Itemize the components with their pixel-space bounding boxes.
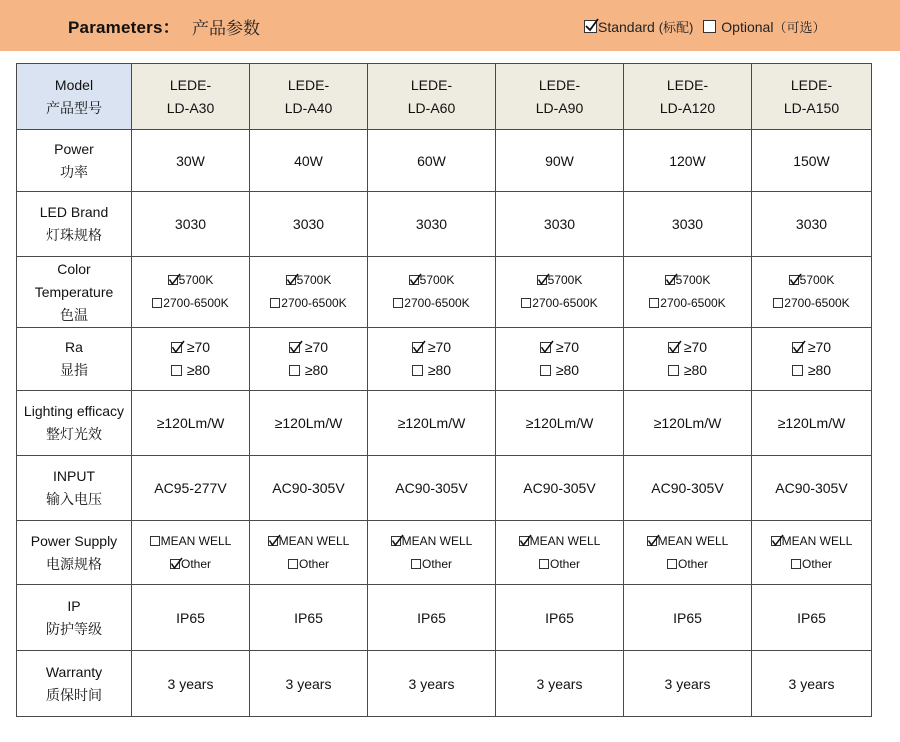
led-brand-cell: 3030 <box>752 192 872 257</box>
standard-label-cn: (标配) <box>658 20 694 35</box>
power-supply-cell: MEAN WELL Other <box>132 521 250 585</box>
other-unchecked-icon <box>667 559 677 569</box>
led-brand-cell: 3030 <box>496 192 624 257</box>
power-cell: 120W <box>624 130 752 192</box>
cct-cell: 5700K 2700-6500K <box>250 257 368 328</box>
row-ra <box>17 328 872 391</box>
efficacy-cell: ≥120Lm/W <box>752 391 872 456</box>
label-power: Power 功率 <box>17 130 132 192</box>
efficacy-cell: ≥120Lm/W <box>624 391 752 456</box>
ra-70-checked-icon <box>412 342 423 353</box>
other-checked-icon <box>170 559 180 569</box>
warranty-cell: 3 years <box>496 651 624 717</box>
cct-range-unchecked-icon <box>152 298 162 308</box>
label-led-brand: LED Brand 灯珠规格 <box>17 192 132 257</box>
cct-cell: 5700K 2700-6500K <box>624 257 752 328</box>
ra-70-checked-icon <box>668 342 679 353</box>
input-cell: AC90-305V <box>752 456 872 521</box>
warranty-cell: 3 years <box>752 651 872 717</box>
ra-cell: ≥70 ≥80 <box>368 328 496 391</box>
input-cell: AC90-305V <box>496 456 624 521</box>
checkbox-legend <box>584 17 825 36</box>
ra-cell: ≥70 ≥80 <box>496 328 624 391</box>
other-unchecked-icon <box>539 559 549 569</box>
warranty-cell: 3 years <box>132 651 250 717</box>
spec-table <box>16 63 872 717</box>
led-brand-cell: 3030 <box>250 192 368 257</box>
row-power <box>17 130 872 192</box>
meanwell-checked-icon <box>268 536 278 546</box>
power-cell: 30W <box>132 130 250 192</box>
meanwell-checked-icon <box>647 536 657 546</box>
cct-range-unchecked-icon <box>393 298 403 308</box>
cct-range-unchecked-icon <box>773 298 783 308</box>
cct-5700k-checked-icon <box>537 275 547 285</box>
warranty-cell: 3 years <box>624 651 752 717</box>
efficacy-cell: ≥120Lm/W <box>250 391 368 456</box>
cct-5700k-checked-icon <box>286 275 296 285</box>
label-input: INPUT 输入电压 <box>17 456 132 521</box>
input-cell: AC95-277V <box>132 456 250 521</box>
model-cell: LEDE- LD-A30 <box>132 64 250 130</box>
ip-cell: IP65 <box>368 585 496 651</box>
cct-5700k-checked-icon <box>665 275 675 285</box>
cct-5700k-checked-icon <box>168 275 178 285</box>
meanwell-checked-icon <box>519 536 529 546</box>
power-cell: 40W <box>250 130 368 192</box>
row-led-brand <box>17 192 872 257</box>
power-supply-cell: MEAN WELL Other <box>368 521 496 585</box>
ra-80-unchecked-icon <box>412 365 423 376</box>
ip-cell: IP65 <box>752 585 872 651</box>
row-power-supply <box>17 521 872 585</box>
checked-box-icon <box>584 20 597 33</box>
ra-70-checked-icon <box>792 342 803 353</box>
other-unchecked-icon <box>791 559 801 569</box>
warranty-cell: 3 years <box>250 651 368 717</box>
power-supply-cell: MEAN WELL Other <box>250 521 368 585</box>
optional-label: Optional <box>721 19 774 35</box>
unchecked-box-icon <box>703 20 716 33</box>
parameters-title: Parameters： <box>68 18 180 37</box>
power-supply-cell: MEAN WELL Other <box>496 521 624 585</box>
label-ip: IP 防护等级 <box>17 585 132 651</box>
row-ip <box>17 585 872 651</box>
cct-5700k-checked-icon <box>409 275 419 285</box>
meanwell-checked-icon <box>771 536 781 546</box>
model-cell: LEDE- LD-A120 <box>624 64 752 130</box>
model-cell: LEDE- LD-A60 <box>368 64 496 130</box>
led-brand-cell: 3030 <box>368 192 496 257</box>
ra-80-unchecked-icon <box>289 365 300 376</box>
model-cell: LEDE- LD-A90 <box>496 64 624 130</box>
ra-80-unchecked-icon <box>668 365 679 376</box>
standard-label: Standard <box>598 19 655 35</box>
label-color-temperature: Color Temperature 色温 <box>17 257 132 328</box>
efficacy-cell: ≥120Lm/W <box>132 391 250 456</box>
header-bar <box>0 0 900 51</box>
row-lighting-efficacy <box>17 391 872 456</box>
ip-cell: IP65 <box>250 585 368 651</box>
ra-70-checked-icon <box>540 342 551 353</box>
power-supply-cell: MEAN WELL Other <box>752 521 872 585</box>
input-cell: AC90-305V <box>368 456 496 521</box>
input-cell: AC90-305V <box>250 456 368 521</box>
ra-cell: ≥70 ≥80 <box>250 328 368 391</box>
power-cell: 90W <box>496 130 624 192</box>
other-unchecked-icon <box>411 559 421 569</box>
row-color-temperature <box>17 257 872 328</box>
row-model <box>17 64 872 130</box>
input-cell: AC90-305V <box>624 456 752 521</box>
cct-cell: 5700K 2700-6500K <box>752 257 872 328</box>
model-cell: LEDE- LD-A150 <box>752 64 872 130</box>
power-supply-cell: MEAN WELL Other <box>624 521 752 585</box>
led-brand-cell: 3030 <box>132 192 250 257</box>
ra-80-unchecked-icon <box>792 365 803 376</box>
cct-range-unchecked-icon <box>270 298 280 308</box>
meanwell-unchecked-icon <box>150 536 160 546</box>
ra-80-unchecked-icon <box>171 365 182 376</box>
ra-80-unchecked-icon <box>540 365 551 376</box>
ra-cell: ≥70 ≥80 <box>752 328 872 391</box>
label-model: Model 产品型号 <box>17 64 132 130</box>
row-input <box>17 456 872 521</box>
ip-cell: IP65 <box>624 585 752 651</box>
cct-cell: 5700K 2700-6500K <box>132 257 250 328</box>
cct-cell: 5700K 2700-6500K <box>496 257 624 328</box>
cct-cell: 5700K 2700-6500K <box>368 257 496 328</box>
power-cell: 150W <box>752 130 872 192</box>
cct-range-unchecked-icon <box>521 298 531 308</box>
other-unchecked-icon <box>288 559 298 569</box>
ip-cell: IP65 <box>132 585 250 651</box>
parameters-title-cn: 产品参数 <box>192 19 260 38</box>
power-cell: 60W <box>368 130 496 192</box>
label-warranty: Warranty 质保时间 <box>17 651 132 717</box>
optional-label-cn: （可选） <box>773 20 826 35</box>
ra-cell: ≥70 ≥80 <box>624 328 752 391</box>
ra-70-checked-icon <box>289 342 300 353</box>
label-power-supply: Power Supply 电源规格 <box>17 521 132 585</box>
efficacy-cell: ≥120Lm/W <box>496 391 624 456</box>
ra-cell: ≥70 ≥80 <box>132 328 250 391</box>
cct-range-unchecked-icon <box>649 298 659 308</box>
ip-cell: IP65 <box>496 585 624 651</box>
row-warranty <box>17 651 872 717</box>
warranty-cell: 3 years <box>368 651 496 717</box>
model-cell: LEDE- LD-A40 <box>250 64 368 130</box>
efficacy-cell: ≥120Lm/W <box>368 391 496 456</box>
label-lighting-efficacy: Lighting efficacy 整灯光效 <box>17 391 132 456</box>
led-brand-cell: 3030 <box>624 192 752 257</box>
cct-5700k-checked-icon <box>789 275 799 285</box>
label-ra: Ra 显指 <box>17 328 132 391</box>
ra-70-checked-icon <box>171 342 182 353</box>
meanwell-checked-icon <box>391 536 401 546</box>
